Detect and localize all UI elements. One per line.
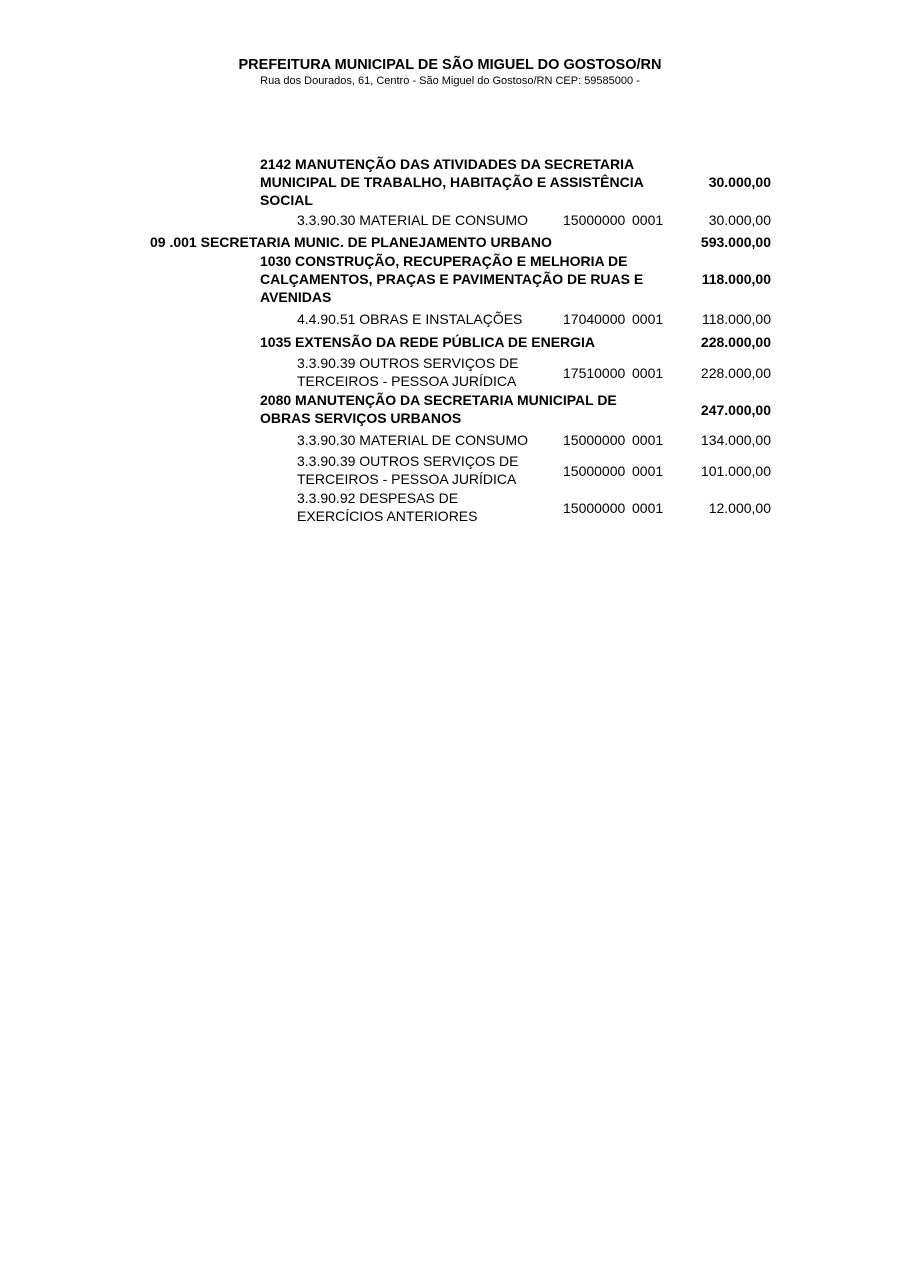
element-value: 12.000,00 bbox=[708, 500, 771, 516]
resource-source: 15000000 bbox=[563, 432, 626, 448]
resource-source: 15000000 bbox=[563, 212, 626, 228]
header-title: PREFEITURA MUNICIPAL DE SÃO MIGUEL DO GOSTOSO/RN bbox=[238, 57, 662, 73]
element-value: 101.000,00 bbox=[700, 463, 771, 479]
resource-sequence: 0001 bbox=[632, 432, 664, 448]
action-value: 118.000,00 bbox=[701, 271, 771, 287]
resource-sequence: 0001 bbox=[632, 212, 664, 228]
resource-source: 15000000 bbox=[563, 463, 626, 479]
resource-sequence: 0001 bbox=[632, 365, 664, 381]
element-description: 3.3.90.92 DESPESAS DE EXERCÍCIOS ANTERIORES bbox=[297, 490, 478, 524]
unit-value: 593.000,00 bbox=[700, 234, 771, 250]
action-value: 247.000,00 bbox=[700, 402, 771, 418]
action-description: 2080 MANUTENÇÃO DA SECRETARIA MUNICIPAL DE OBRAS SERVIÇOS URBANOS bbox=[260, 392, 617, 426]
resource-source: 17510000 bbox=[563, 365, 626, 381]
resource-sequence: 0001 bbox=[632, 463, 664, 479]
resource-source: 17040000 bbox=[563, 311, 626, 327]
element-value: 118.000,00 bbox=[701, 311, 771, 327]
resource-sequence: 0001 bbox=[632, 500, 664, 516]
unit-description: 09 .001 SECRETARIA MUNIC. DE PLANEJAMENTO URBANO bbox=[150, 234, 552, 250]
element-description: 3.3.90.39 OUTROS SERVIÇOS DE TERCEIROS - PESSOA JURÍDICA bbox=[297, 453, 519, 487]
element-value: 228.000,00 bbox=[700, 365, 771, 381]
resource-source: 15000000 bbox=[563, 500, 626, 516]
action-description: 2142 MANUTENÇÃO DAS ATIVIDADES DA SECRETARIA MUNICIPAL DE TRABALHO, HABITAÇÃO E ASSISTÊNCIA SOCIAL bbox=[260, 156, 644, 208]
element-description: 3.3.90.30 MATERIAL DE CONSUMO bbox=[297, 212, 529, 228]
element-description: 3.3.90.39 OUTROS SERVIÇOS DE TERCEIROS - PESSOA JURÍDICA bbox=[297, 355, 519, 389]
element-value: 134.000,00 bbox=[700, 432, 771, 448]
action-value: 228.000,00 bbox=[700, 334, 771, 350]
element-value: 30.000,00 bbox=[708, 212, 771, 228]
element-description: 4.4.90.51 OBRAS E INSTALAÇÕES bbox=[297, 311, 523, 327]
action-description: 1030 CONSTRUÇÃO, RECUPERAÇÃO E MELHORIA DE CALÇAMENTOS, PRAÇAS E PAVIMENTAÇÃO DE RUAS E AVENIDAS bbox=[260, 253, 644, 305]
header-address: Rua dos Dourados, 61, Centro - São Miguel do Gostoso/RN CEP: 59585000 - bbox=[260, 75, 640, 87]
resource-sequence: 0001 bbox=[632, 311, 664, 327]
action-description: 1035 EXTENSÃO DA REDE PÚBLICA DE ENERGIA bbox=[260, 334, 596, 350]
element-description: 3.3.90.30 MATERIAL DE CONSUMO bbox=[297, 432, 529, 448]
action-value: 30.000,00 bbox=[708, 174, 771, 190]
